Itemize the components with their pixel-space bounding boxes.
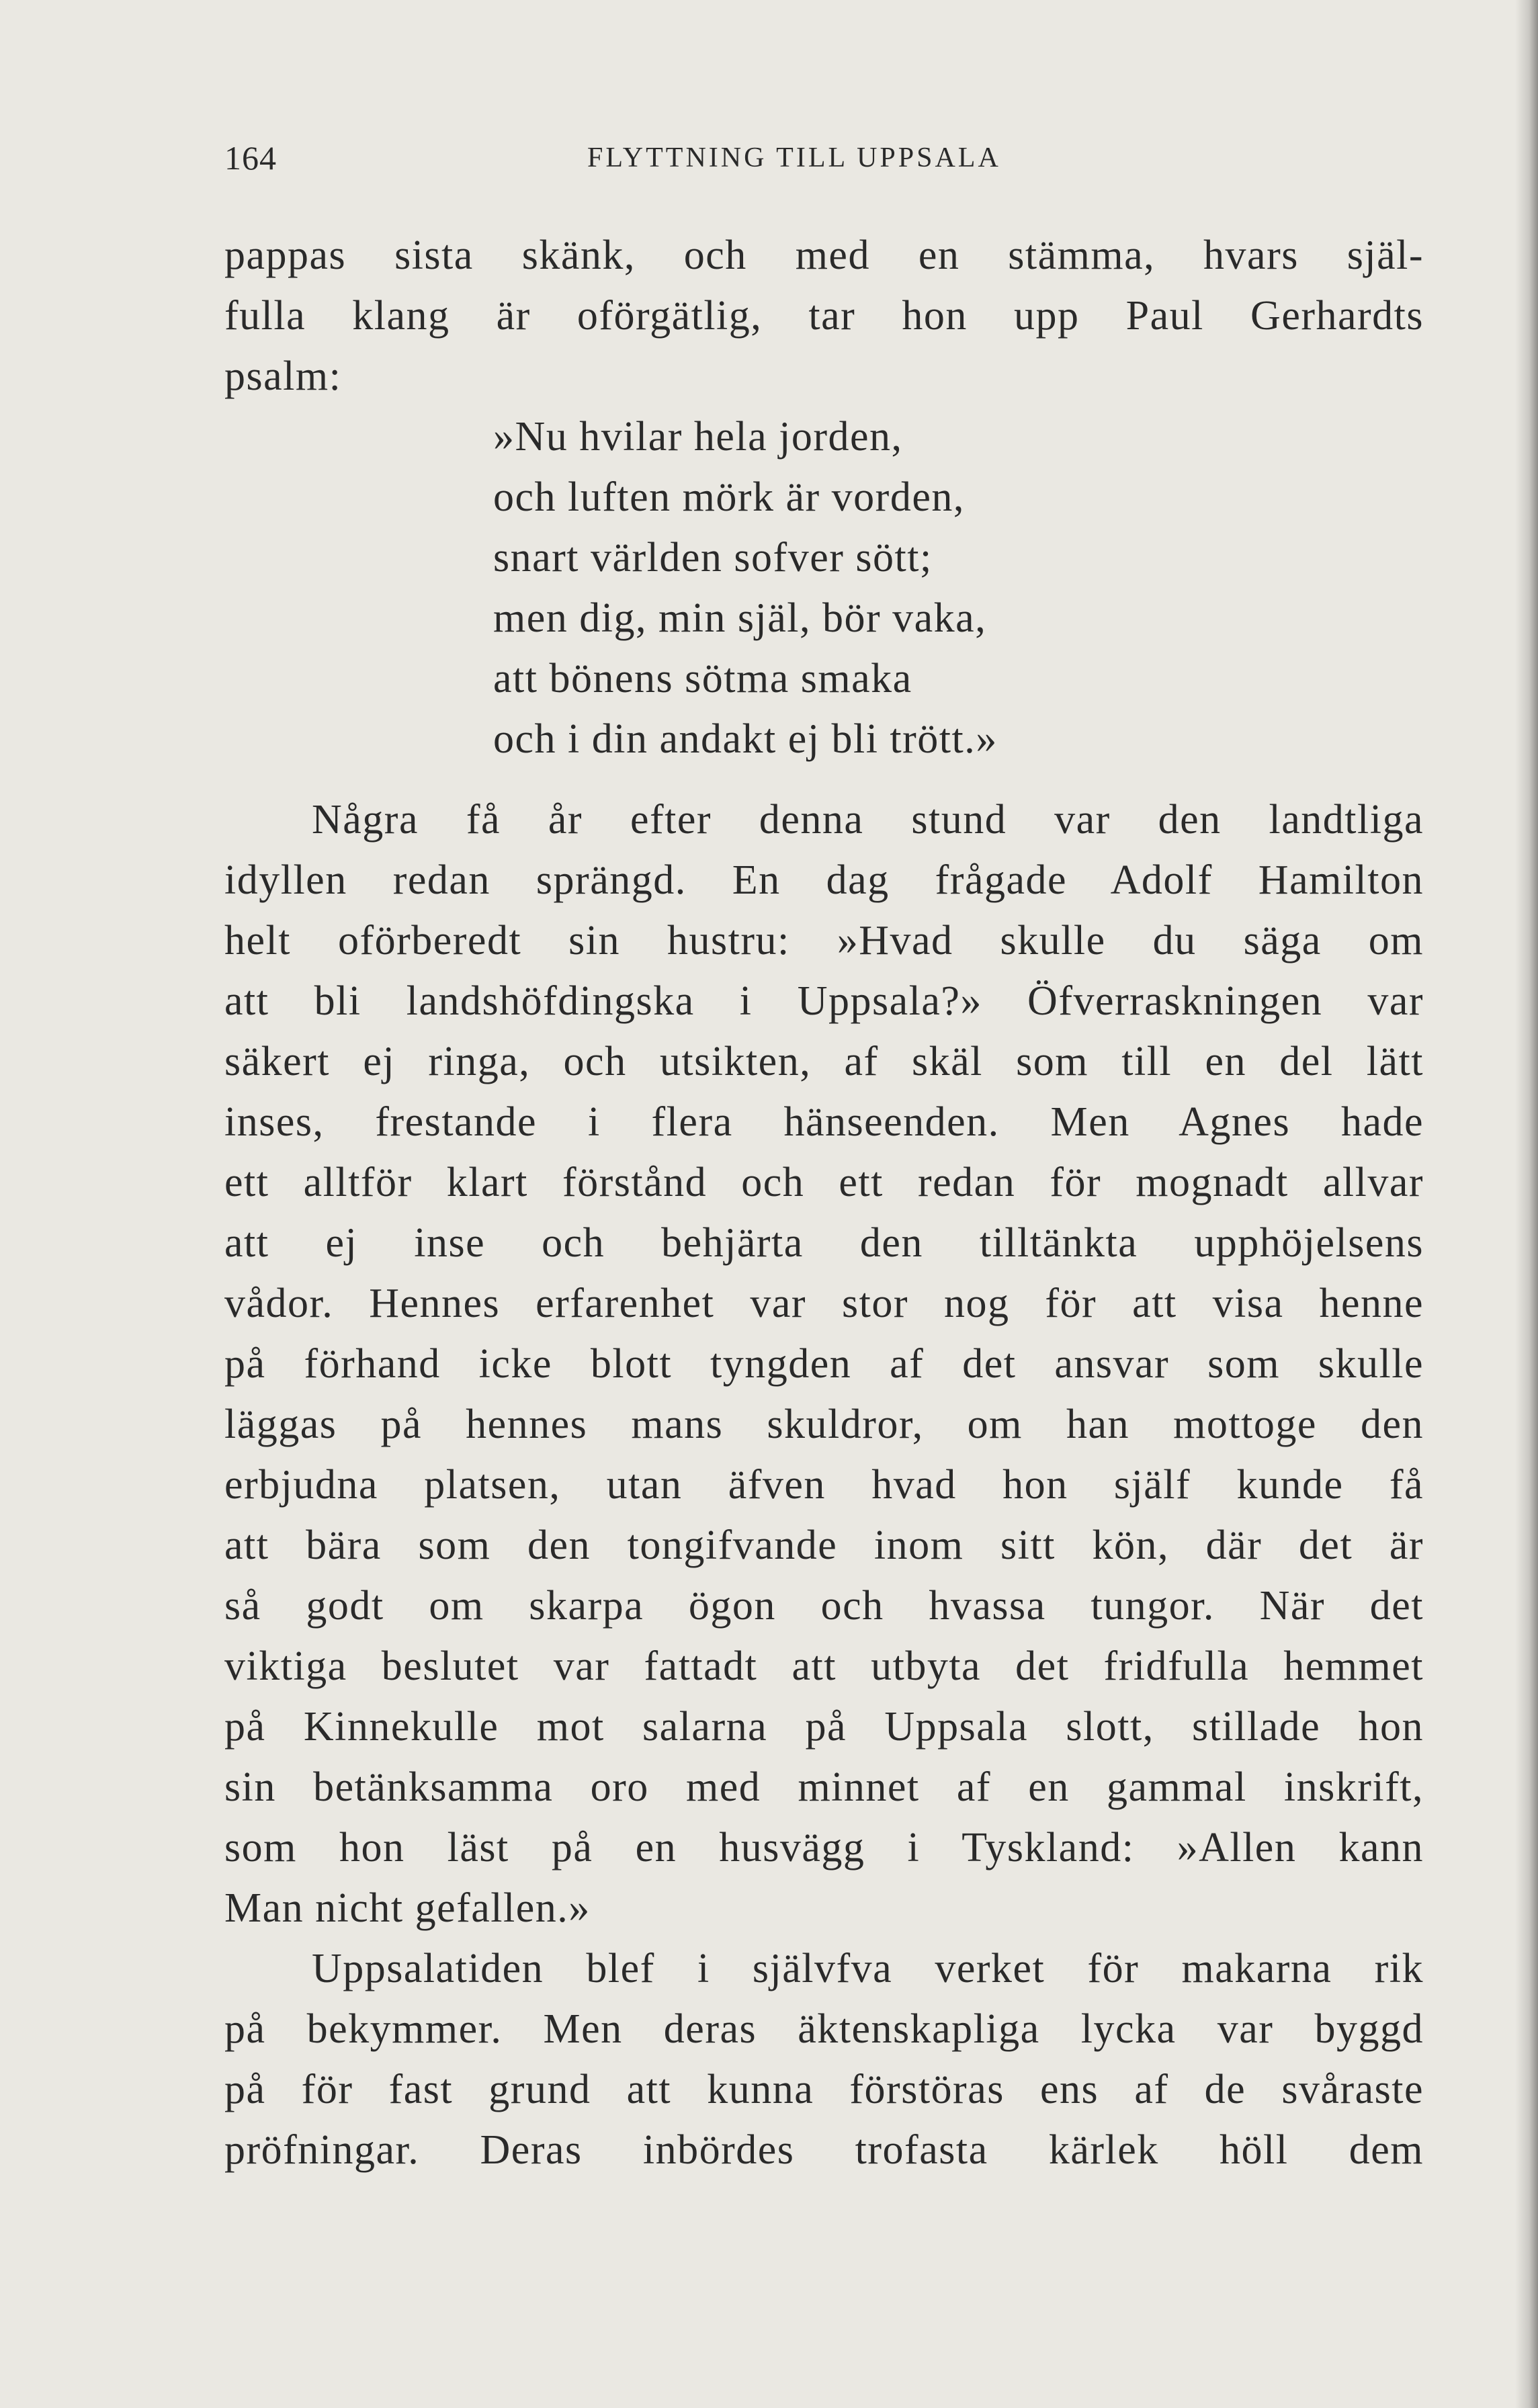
text-line: Man nicht gefallen.»: [224, 1885, 591, 1931]
verse-line: snart världen sofver sött;: [493, 535, 933, 580]
verse-line: »Nu hvilar hela jorden,: [493, 414, 903, 460]
text-line: så godt om skarpa ögon och hvassa tungor. När det: [224, 1583, 1424, 1629]
text-line: pröfningar. Deras inbördes trofasta kärlek höll dem: [224, 2127, 1424, 2173]
verse-line: att bönens sötma smaka: [493, 656, 912, 701]
text-line: ett alltför klart förstånd och ett redan för mognadt allvar: [224, 1160, 1424, 1205]
text-line: Uppsalatiden blef i självfva verket för makarna rik: [312, 1946, 1424, 1991]
verse-line: men dig, min själ, bör vaka,: [493, 595, 987, 641]
text-line: att bära som den tongifvande inom sitt kön, där det är: [224, 1522, 1424, 1568]
text-line: läggas på hennes mans skuldror, om han mottoge den: [224, 1402, 1424, 1447]
running-title: FLYTTNING TILL UPPSALA: [587, 142, 1001, 173]
text-line: på för fast grund att kunna förstöras ens af de svåraste: [224, 2067, 1424, 2112]
text-line: viktiga beslutet var fattadt att utbyta det fridfulla hemmet: [224, 1643, 1424, 1689]
text-line: pappas sista skänk, och med en stämma, hvars själ-: [224, 232, 1424, 278]
text-line: fulla klang är oförgätlig, tar hon upp Paul Gerhardts: [224, 293, 1424, 339]
text-line: att ej inse och behjärta den tilltänkta upphöjelsens: [224, 1220, 1424, 1266]
text-line: erbjudna platsen, utan äfven hvad hon själf kunde få: [224, 1462, 1424, 1508]
text-line: sin betänksamma oro med minnet af en gammal inskrift,: [224, 1764, 1424, 1810]
text-line: vådor. Hennes erfarenhet var stor nog för att visa henne: [224, 1281, 1424, 1326]
text-line: Några få år efter denna stund var den landtliga: [312, 797, 1424, 843]
text-line: att bli landshöfdingska i Uppsala?» Öfverraskningen var: [224, 978, 1424, 1024]
verse-line: och i din andakt ej bli trött.»: [493, 716, 998, 762]
text-line: på Kinnekulle mot salarna på Uppsala slott, stillade hon: [224, 1704, 1424, 1750]
text-line: psalm:: [224, 353, 342, 399]
text-line: säkert ej ringa, och utsikten, af skäl som till en del lätt: [224, 1039, 1424, 1084]
text-line: på förhand icke blott tyngden af det ansvar som skulle: [224, 1341, 1424, 1387]
text-line: helt oförberedt sin hustru: »Hvad skulle du säga om: [224, 918, 1424, 963]
page-header: [224, 138, 1078, 178]
text-line: idyllen redan sprängd. En dag frågade Adolf Hamilton: [224, 857, 1424, 903]
page-number: 164: [224, 139, 277, 177]
body-text: [224, 225, 1424, 2180]
page-edge-shadow: [1515, 0, 1538, 2408]
text-line: inses, frestande i flera hänseenden. Men Agnes hade: [224, 1099, 1424, 1145]
verse-line: och luften mörk är vorden,: [493, 474, 965, 520]
text-line: på bekymmer. Men deras äktenskapliga lycka var byggd: [224, 2006, 1424, 2052]
text-line: som hon läst på en husvägg i Tyskland: »Allen kann: [224, 1825, 1424, 1870]
